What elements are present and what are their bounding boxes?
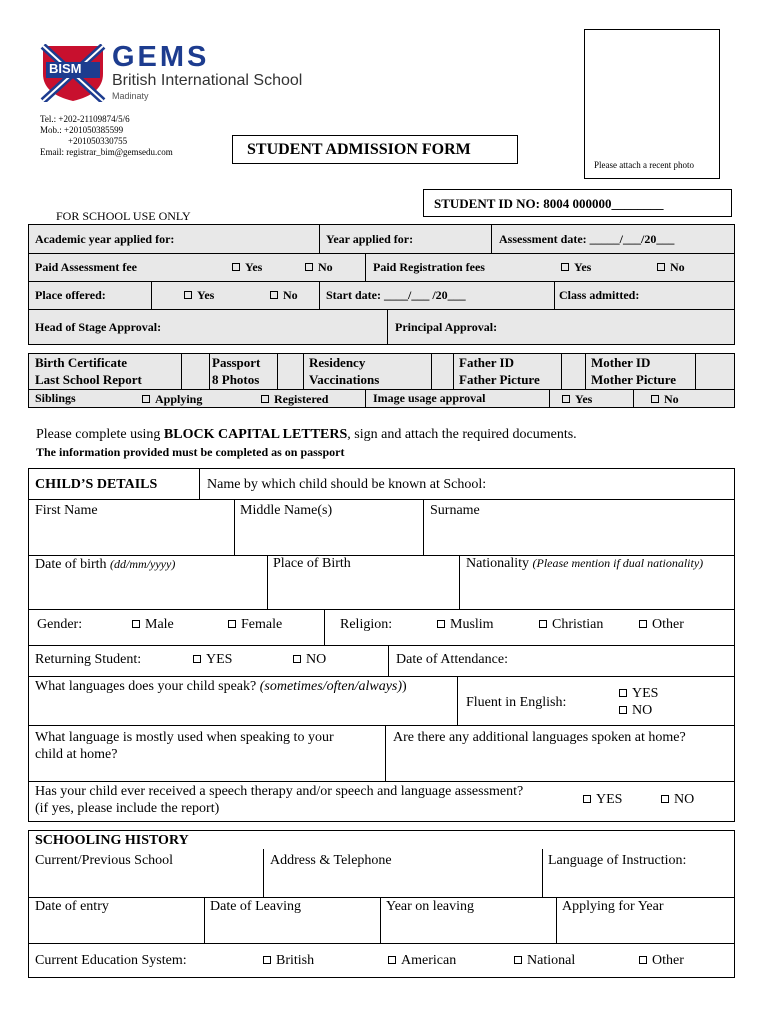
no-label: NO	[674, 792, 695, 807]
checkbox-icon	[193, 655, 201, 663]
speech-q1: Has your child ever received a speech therapy and/or speech and language assessment?	[35, 784, 524, 799]
checkbox-icon	[388, 956, 396, 964]
other-label: Other	[652, 617, 684, 632]
education-system-label: Current Education System:	[35, 953, 187, 968]
head-of-stage-label: Head of Stage Approval:	[35, 320, 162, 334]
checkbox-icon	[514, 956, 522, 964]
place-offered-yes[interactable]	[184, 288, 214, 303]
checkbox-icon	[539, 620, 547, 628]
speech-no[interactable]	[661, 792, 694, 808]
doc-photos: 8 Photos	[212, 372, 260, 387]
checkbox-icon	[657, 263, 665, 271]
languages-hint: (sometimes/often/always)	[259, 679, 403, 694]
dob-hint: (dd/mm/yyyy)	[110, 557, 176, 571]
image-usage-no[interactable]	[651, 392, 679, 407]
checkbox-icon	[142, 395, 150, 403]
contact-mob: Mob.: +201050385599	[40, 125, 124, 135]
male-label: Male	[145, 617, 174, 632]
logo-brand: GEMS	[112, 41, 210, 73]
female-label: Female	[241, 617, 283, 632]
place-of-birth-field[interactable]: Place of Birth	[273, 556, 351, 571]
system-other[interactable]	[639, 953, 684, 969]
start-date-label: Start date: ____/___ /20___	[326, 288, 466, 302]
no-label: No	[664, 392, 679, 406]
form-title-text: STUDENT ADMISSION FORM	[247, 141, 471, 158]
other-label: Other	[652, 953, 684, 968]
paid-assessment-label: Paid Assessment fee	[35, 260, 137, 274]
doc-mother-picture: Mother Picture	[591, 372, 677, 387]
applying-year-field[interactable]: Applying for Year	[562, 899, 664, 914]
doc-passport: Passport	[212, 355, 261, 370]
yes-label: Yes	[574, 260, 592, 274]
dob-label: Date of birth	[35, 557, 107, 572]
doc-birth-certificate: Birth Certificate	[35, 355, 128, 370]
system-national[interactable]	[514, 953, 575, 969]
returning-label: Returning Student:	[35, 652, 142, 667]
speech-question	[35, 783, 523, 817]
muslim-label: Muslim	[450, 617, 494, 632]
yes-label: YES	[596, 792, 623, 807]
checkbox-icon	[619, 706, 627, 714]
child-details-table	[28, 468, 735, 822]
checkbox-icon	[228, 620, 236, 628]
languages-question: What languages does your child speak? (sometimes/often/always))	[35, 679, 407, 694]
image-usage-label: Image usage approval	[373, 391, 486, 405]
yes-label: Yes	[197, 288, 215, 302]
current-school-field[interactable]: Current/Previous School	[35, 853, 174, 868]
paid-assessment-yes[interactable]	[232, 260, 262, 275]
instructions-post: , sign and attach the required documents.	[347, 427, 577, 442]
class-admitted-label: Class admitted:	[559, 288, 640, 302]
gender-label: Gender:	[37, 617, 83, 632]
contact-mob2: +201050330755	[68, 136, 128, 146]
returning-yes[interactable]	[193, 652, 232, 668]
nationality-hint: (Please mention if dual nationality)	[532, 556, 704, 570]
form-title	[232, 135, 518, 164]
home-language-q1: What language is mostly used when speaking to your	[35, 730, 334, 745]
checkbox-icon	[270, 291, 278, 299]
fluent-label: Fluent in English:	[466, 695, 567, 710]
student-id-box	[423, 189, 732, 217]
yes-label: Yes	[245, 260, 263, 274]
date-entry-field[interactable]: Date of entry	[35, 899, 109, 914]
checkbox-icon	[261, 395, 269, 403]
instructions-line1	[36, 427, 577, 443]
contact-tel: Tel.: +202-21109874/5/6	[40, 114, 130, 124]
doc-last-school-report: Last School Report	[35, 372, 142, 387]
assessment-date-label: Assessment date: _____/___/20___	[499, 232, 675, 246]
doc-father-picture: Father Picture	[459, 372, 540, 387]
doc-residency: Residency	[309, 355, 366, 370]
child-details-heading: CHILD’S DETAILS	[35, 477, 158, 492]
checkbox-icon	[263, 956, 271, 964]
nationality-field[interactable]	[466, 556, 703, 572]
dob-field[interactable]	[35, 557, 175, 573]
photo-box[interactable]	[584, 29, 720, 179]
no-label: No	[318, 260, 333, 274]
paid-registration-no[interactable]	[657, 260, 685, 275]
system-british[interactable]	[263, 953, 314, 969]
american-label: American	[401, 953, 457, 968]
additional-languages-label: Are there any additional languages spoken at home?	[393, 730, 686, 745]
checkbox-icon	[132, 620, 140, 628]
checkbox-icon	[437, 620, 445, 628]
speech-yes[interactable]	[583, 792, 622, 808]
checkbox-icon	[639, 620, 647, 628]
paid-registration-yes[interactable]	[561, 260, 591, 275]
no-label: NO	[632, 703, 653, 718]
doc-siblings: Siblings	[35, 391, 76, 405]
home-language-question	[35, 729, 334, 763]
nationality-label: Nationality	[466, 556, 529, 571]
checkbox-icon	[651, 395, 659, 403]
yes-label: YES	[206, 652, 233, 667]
checkbox-icon	[661, 795, 669, 803]
yes-label: Yes	[575, 392, 593, 406]
year-leaving-field[interactable]: Year on leaving	[386, 899, 475, 914]
registered-label: Registered	[274, 392, 329, 406]
first-name-field[interactable]: First Name	[35, 503, 98, 518]
checkbox-icon	[619, 689, 627, 697]
fluent-no[interactable]	[619, 703, 652, 719]
doc-mother-id: Mother ID	[591, 355, 651, 370]
gender-female[interactable]	[228, 617, 282, 633]
place-offered-label: Place offered:	[35, 288, 106, 302]
no-label: No	[283, 288, 298, 302]
school-logo	[40, 41, 370, 104]
no-label: No	[670, 260, 685, 274]
checkbox-icon	[583, 795, 591, 803]
contact-email: Email: registrar_bim@gemsedu.com	[40, 147, 173, 157]
place-offered-no[interactable]	[270, 288, 298, 303]
siblings-registered[interactable]	[261, 392, 328, 407]
yes-label: YES	[632, 686, 659, 701]
known-as-label: Name by which child should be known at School:	[207, 477, 487, 492]
religion-muslim[interactable]	[437, 617, 494, 633]
surname-field[interactable]: Surname	[430, 503, 480, 518]
instructions-bold: BLOCK CAPITAL LETTERS	[163, 427, 348, 442]
language-instruction-field[interactable]: Language of Instruction:	[548, 853, 687, 868]
address-field[interactable]: Address & Telephone	[270, 853, 392, 868]
checkbox-icon	[293, 655, 301, 663]
paid-registration-label: Paid Registration fees	[373, 260, 485, 274]
logo-location: Madinaty	[112, 91, 149, 101]
school-use-heading: FOR SCHOOL USE ONLY	[56, 209, 191, 223]
logo-badge-text: BISM	[49, 61, 82, 76]
documents-table	[28, 353, 735, 408]
logo-school-name: British International School	[112, 72, 303, 89]
year-applied-label: Year applied for:	[326, 232, 414, 246]
paid-assessment-no[interactable]	[305, 260, 333, 275]
doc-vaccinations: Vaccinations	[309, 372, 380, 387]
home-language-q2: child at home?	[35, 747, 118, 762]
languages-q-text: What languages does your child speak?	[35, 679, 260, 694]
academic-year-label: Academic year applied for:	[35, 232, 175, 246]
school-use-table	[28, 224, 735, 345]
national-label: National	[527, 953, 576, 968]
date-leaving-field[interactable]: Date of Leaving	[210, 899, 301, 914]
religion-label: Religion:	[340, 617, 393, 632]
gender-male[interactable]	[132, 617, 174, 633]
no-label: NO	[306, 652, 327, 667]
speech-q2: (if yes, please include the report)	[35, 801, 220, 816]
returning-no[interactable]	[293, 652, 326, 668]
photo-caption: Please attach a recent photo	[594, 160, 694, 170]
religion-other[interactable]	[639, 617, 684, 633]
student-id-text: STUDENT ID NO: 8004 000000________	[434, 196, 664, 211]
siblings-applying[interactable]	[142, 392, 202, 407]
checkbox-icon	[639, 956, 647, 964]
applying-label: Applying	[155, 392, 203, 406]
checkbox-icon	[184, 291, 192, 299]
instructions-line2: The information provided must be completed as on passport	[36, 445, 345, 459]
religion-christian[interactable]	[539, 617, 603, 633]
fluent-yes[interactable]	[619, 686, 658, 702]
doc-father-id: Father ID	[459, 355, 515, 370]
checkbox-icon	[562, 395, 570, 403]
instructions-pre: Please complete using	[36, 427, 164, 442]
middle-names-field[interactable]: Middle Name(s)	[240, 503, 333, 518]
checkbox-icon	[232, 263, 240, 271]
principal-label: Principal Approval:	[395, 320, 498, 334]
system-american[interactable]	[388, 953, 456, 969]
schooling-history-table	[28, 830, 735, 978]
british-label: British	[276, 953, 315, 968]
checkbox-icon	[305, 263, 313, 271]
image-usage-yes[interactable]	[562, 392, 592, 407]
christian-label: Christian	[552, 617, 604, 632]
contact-block	[40, 114, 173, 158]
checkbox-icon	[561, 263, 569, 271]
date-attendance-label: Date of Attendance:	[396, 652, 508, 667]
schooling-heading: SCHOOLING HISTORY	[35, 833, 189, 848]
